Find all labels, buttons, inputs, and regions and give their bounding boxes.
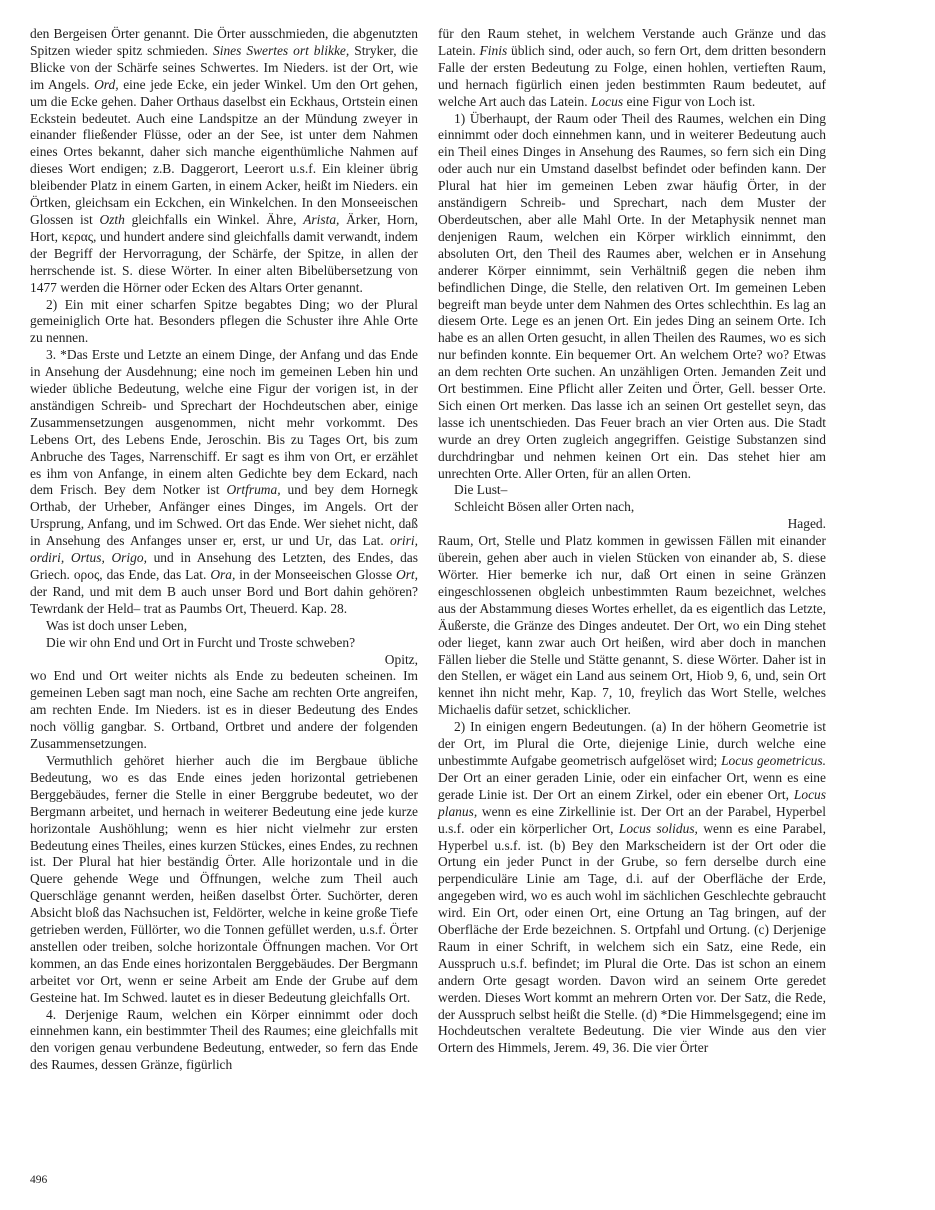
text-run: wenn es eine Parabel, Hyperbel u.s.f. ist. (b) Bey den Markscheidern ist der Ort oder die Ortung ein jeder Punct in der Grube, so fern derselbe durch eine perpendiculäre Linie am Tage, d.i. auf der Oberfläche der Erde, angegeben wird, wo es auch wohl im sächlichen Geschlechte gebraucht wird. Ein Ort, oder einen Ort, eine Ortung an Tag bringen, auf der Oberfläche der Erde bezeichnen. S. Ortpfahl und Ortung. (c) Derjenige Raum in einer Schrift, in welchem sich ein Satz, eine Rede, ein Ausspruch u.s.f. befindet; im Plural die Orte. Das ist schon an einem andern Orte gesagt worden. Davon wird an seinem Orte geredet werden. Dieses Wort kommt an mehrern Orten vor. Der Satz, die Rede, der Ausspruch selbst heißt die Stelle. (d) *Die Himmelsgegend; eine im Hochdeutschen veraltete Bedeutung. Die vier Winde aus den vier Ortern des Himmels, Jerem. 49, 36. Die vier Örter [438,820,826,1056]
right-column-paragraph [438,111,826,483]
text-run: Die Lust– [454,482,508,498]
italic-term: Arista, [303,211,340,227]
text-run: 4. Derjenige Raum, welchen ein Körper einnimmt oder doch einnehmen kann, ein bestimmter Theil des Raumes; eine gleichfalls mit den vorigen genau verbundene Bedeutung, entweder, so fern das Ende des Raumes, dessen Gränze, figürlich [30,1006,418,1073]
text-run: eine Figur von Loch ist. [623,93,756,109]
left-column-paragraph [30,753,418,1007]
right-column-paragraph [438,26,826,111]
italic-term: Ortfruma, [226,482,281,498]
italic-term: Ord, [94,76,119,92]
text-run: Stryker, die Blicke von der Schärfe seines Schwertes. Im Nieders. ist der Ort, wie im Angels. [30,42,418,92]
text-run: Raum, Ort, Stelle und Platz kommen in gewissen Fällen mit einander überein, gehen aber auch in vielen Stücken von einander ab, S. diese Wörter. Hier bemerke ich nur, daß Ort einen in seine Gränzen eingeschlossenen obgleich unbestimmten Raum bezeichnet, welches aus der Abstammung dieses Wortes erhellet, da es eigentlich das Letzte, Äußerste, die Gränze des Dinges andeutet. Der Ort, wo ein Ding stehet oder lieget, kann zwar auch Ort heißen, wird aber doch in manchen Fällen lieber die Stelle und Stätte genannt, S. diese Wörter. Daher ist in den Stellen, er wäget ein Land aus seinem Ort, Hiob 9, 6, und, sein Ort kennet ihn nicht mehr, Kap. 7, 10, freylich das Wort Stelle, welches Michaelis dafür setzet, schicklicher. [438,533,826,718]
left-column-paragraph [30,618,418,635]
right-column-paragraph [438,482,826,499]
italic-term: Locus geometricus. [721,752,826,768]
page-number: 496 [30,1174,48,1186]
italic-term: Locus planus, [438,786,826,819]
italic-term: Sines Swertes ort blikke, [213,42,350,58]
text-run: eine jede Ecke, ein jeder Winkel. Um den Ort gehen, um die Ecke gehen. Daher Orthaus daselbst ein Eckhaus, Ortstein einen Eckstein bedeutet. Auch eine Landspitze an der Mündung zweyer in einander fließender Flüsse, oder an der See, ist unter dem Nahmen eines Ortes bekannt, daher sich manche eigenthümliche Nahmen auf dieses Wort endigen; z.B. Daggerort, Leerort u.s.f. Ein kleiner übrig bleibender Platz in einem Garten, in einem Acker, heißt im Nieders. ein Örtken, gleichsam ein Eckchen, ein Winkelchen. In den Monseeischen Glossen ist [30,76,418,227]
left-column-paragraph [30,668,418,753]
text-run: Ärker, Horn, Hort, κερας, und hundert andere sind gleichfalls damit verwandt, indem der Begriff der Hervorragung, der Schärfe, der Spitze, in allen der herrschende ist. S. diese Wörter. In einer alten Bibelübersetzung von 1477 werden die Hörner oder Ecken des Altars Orter genannt. [30,211,418,295]
right-column-paragraph [438,499,826,516]
left-column-paragraph [30,347,418,618]
right-column-paragraph [438,516,826,533]
text-run: Der Ort an einer geraden Linie, oder ein einfacher Ort, wenn es eine gerade Linie ist. Der Ort an einem Zirkel, oder ein ebener Ort, [438,769,826,802]
text-run: für den Raum stehet, in welchem Verstande auch Gränze und das Latein. [438,26,826,58]
italic-term: Locus solidus, [618,820,698,836]
right-column-paragraph [438,719,826,1057]
text-run: 2) Ein mit einer scharfen Spitze begabtes Ding; wo der Plural gemeiniglich Orte hat. Besonders pflegen die Schuster ihre Ahle Orte zu nennen. [30,296,418,346]
text-run: Vermuthlich gehöret hierher auch die im Bergbaue übliche Bedeutung, wo es das Ende eines jeden horizontal getriebenen Berggebäudes, ferner die Stelle in einer Berggrube bedeutet, wo der Bergmann arbeitet, und hernach in weiterer Bedeutung eine jede kurze horizontale Aushöhlung; wenn es hier nicht vielmehr zur ersten Bedeutung eines Theiles, eines kurzen Stückes, eines Endes, zu rechnen ist. Der Plural hat hier beständig Örter. Alle horizontale und in die Quere gehende Wege und Öffnungen, welche zum Theil auch Querschläge genannt werden, heißen daselbst Örter. Suchörter, deren Absicht bloß das Nachsuchen ist, Feldörter, welche in keine große Tiefe getrieben werden, Füllörter, wo die Tonnen gefüllet werden, u.s.f. Örter anstellen oder treiben, solche horizontale Öffnungen machen. Vor Ort kommen, an das Ende eines horizontalen Berggebäudes. Der Bergmann arbeitet vor Ort, wenn er seine Arbeit am Ende der Grube auf dem Gesteine hat. Im Schwed. lautet es in dieser Bedeutung gleichfalls Ort. [30,752,418,1005]
text-run: 1) Überhaupt, der Raum oder Theil des Raumes, welchen ein Ding einnimmt oder doch einnehmen kann, und in weiterer Bedeutung auch ein Theil eines Dinges in Ansehung des Raumes, so fern sich ein Ding oder auch nur ein Umstand daselbst befindet oder befinden kann. Der Plural hat hier im gemeinen Leben zwar häufig Örter, in der anständigern Schreib- und Sprechart, nach dem Muster der Oberdeutschen, aber alle Mahl Orte. In der Metaphysik nennet man denjenigen Raum, welchen ein Körper wirklich einnimmt, den absoluten Ort, den Theil des Raumes aber, welchen er in Ansehung anderer Körper einnimmt, sein Verhältniß gegen die neben ihm befindlichen Dinge, die Stelle, den relativen Ort. Im gemeinen Leben begreift man beyde unter dem Nahmen des Ortes schlechthin. Es lag an diesem Orte. Lege es an jenen Ort. Ein jedes Ding an seinem Orte. Ich habe es an allen Orten gesucht, in allen Theilen des Raumes, wo es sich nur befinden konnte. Ein bequemer Ort. An welchem Orte? wo? Etwas an dem rechten Orte suchen. An unzähligen Orten. Jemanden Zeit und Ort bestimmen. Eine Pflicht aller Zeiten und Örter, Gell. besser Orte. Sich einen Ort merken. Das lasse ich an seinen Ort gestellet seyn, das lasse ich unentschieden. Das Feuer brach an vier Orten aus. Die Stadt wurde an drey Orten zugleich angegriffen. Geistige Substanzen sind durchdringbar und nehmen keinen Ort ein. Das stehet hier am unrechten Orte. Aller Orten, für an allen Orten. [438,110,826,481]
text-run: 3. *Das Erste und Letzte an einem Dinge, der Anfang und das Ende in Ansehung der Ausdehnung; eine noch im gemeinen Leben hin und wieder übliche Bedeutung, welche eine Figur der vorigen ist, in der anständigen Schreib- und Sprechart der Hochdeutschen aber, einige Zusammensetzungen ausgenommen, nicht mehr vorkommt. Des Lebens Ort, des Lebens Ende, Jeroschin. Bis zu Tages Ort, bis zum Anbruche des Tages, Narrenschiff. Er sagt es ihm von Ort, er erzählet es ihm von Anfange, in einem alten Gedichte bey dem Eckard, nach dem Frisch. Bey dem Notker ist [30,347,418,498]
text-run: Die wir ohn End und Ort in Furcht und Troste schweben? [46,634,356,650]
italic-term: Finis [479,42,508,58]
text-run: und in Ansehung des Letzten, des Endes, das Griech. ορος, das Ende, das Lat. [30,550,418,582]
italic-term: Ozth [99,211,125,227]
text-run: gleichfalls ein Winkel. Ähre, [124,211,304,227]
text-run: den Bergeisen Örter genannt. Die Örter ausschmieden, die abgenutzten Spitzen wieder spitz schmieden. [30,26,418,58]
left-column-paragraph [30,26,418,297]
italic-term: Ort, [395,567,419,582]
text-run: wenn es eine Zirkellinie ist. Der Ort an der Parabel, Hyperbel u.s.f. oder ein körperlicher Ort, [438,803,826,836]
left-column [30,26,418,1074]
left-column-paragraph [30,1007,418,1075]
text-run: üblich sind, oder auch, so fern Ort, dem dritten besondern Falle der ersten Bedeutung zu Folge, einen hohlen, vertieften Raum, und hernach figürlich einen jeden bestimmten Raum bedeutet, auf welche Art auch das Latein. [438,42,826,109]
left-column-paragraph [30,297,418,348]
text-run: Schleicht Bösen aller Orten nach, [454,499,635,515]
text-run: der Rand, und mit dem B auch unser Bord und Bort dahin gehören? Tewrdank der Held– trat as Paumbs Ort, Theuerd. Kap. 28. [30,583,418,616]
right-column [438,26,826,1057]
text-run: Haged. [787,516,826,532]
left-column-paragraph [30,652,418,669]
italic-term: oriri, ordiri, Ortus, Origo, [30,533,418,566]
text-run: Was ist doch unser Leben, [46,617,188,633]
text-run: Opitz, [384,651,418,667]
text-run: 2) In einigen engern Bedeutungen. (a) In der höhern Geometrie ist der Ort, im Plural die Orte, diejenige Linie, durch welche eine unbestimmte Aufgabe geometrisch aufgelöset wird; [438,719,826,768]
text-run: und bey dem Hornegk Orthab, der Urheber, Anfänger eines Dinges, im Angels. Ort der Ursprung, Anfang, und im Schwed. Ort das Ende. Wer siehet nicht, daß in Ansehung des Anfanges unser er, erst, ur und Ur, das Lat. [30,482,418,549]
text-run: in der Monseeischen Glosse [235,567,396,582]
text-run: wo End und Ort weiter nichts als Ende zu bedeuten scheinen. Im gemeinen Leben sagt man noch, eine Sache am rechten Orte angreifen, am rechten Ende. Im Nieders. ist es in dieser Bedeutung des Endes noch völlig gangbar. S. Ortband, Ortbret und andere der folgenden Zusammensetzungen. [30,668,418,752]
right-column-paragraph [438,533,826,719]
italic-term: Locus [590,93,624,109]
left-column-paragraph [30,635,418,652]
italic-term: Ora, [210,567,236,582]
